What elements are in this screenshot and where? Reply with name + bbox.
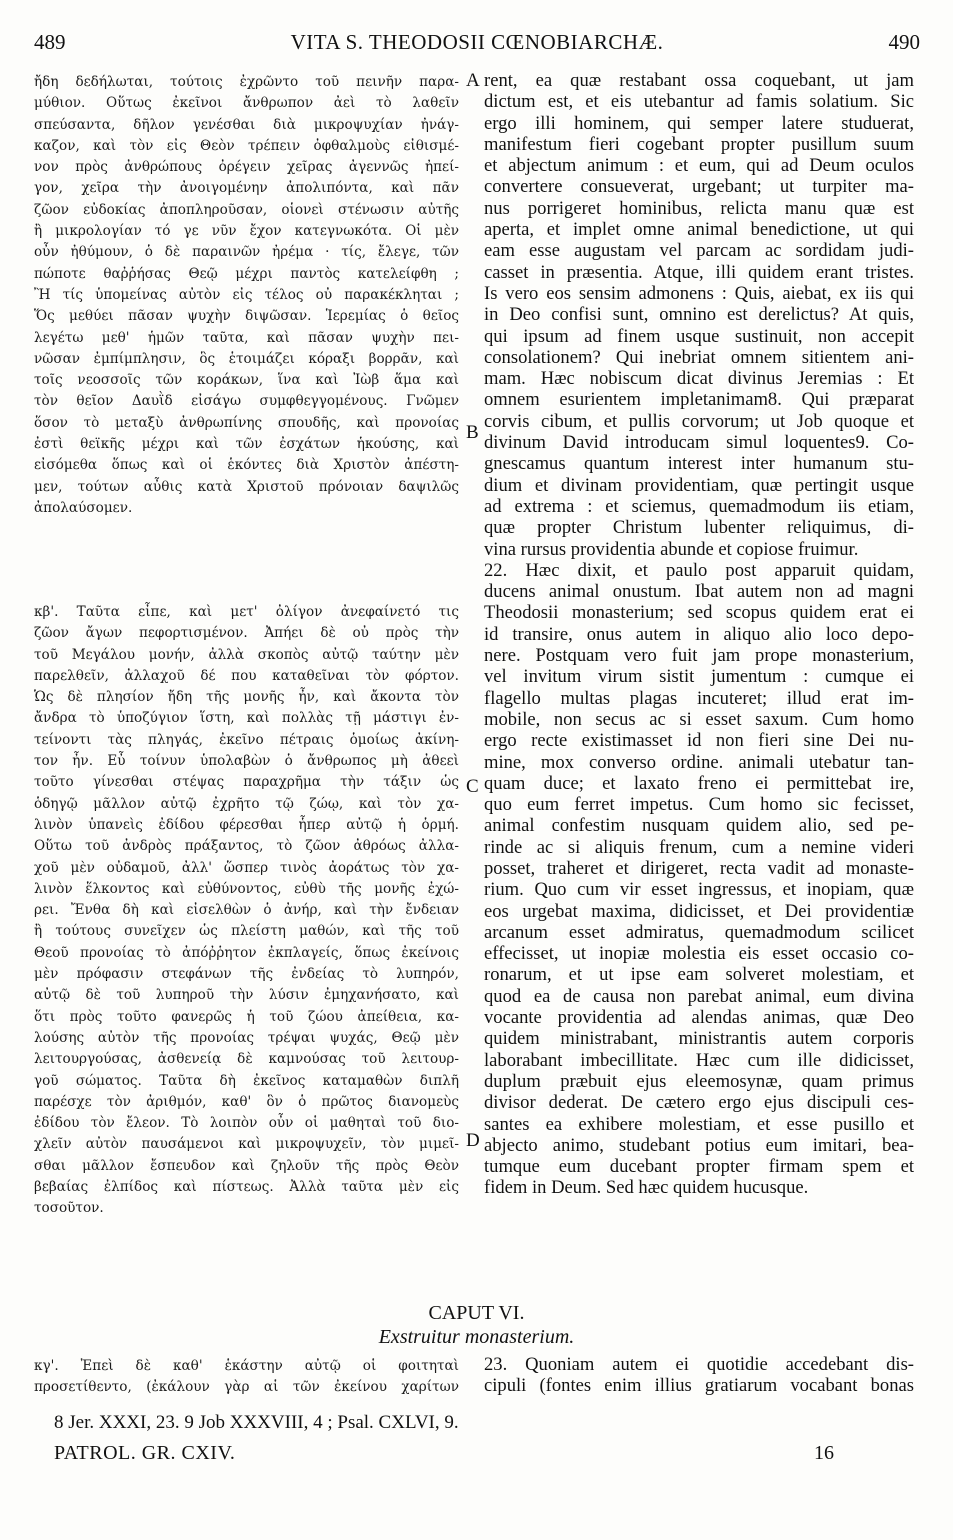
text-line: eos urgebat maxima, didicisset, et Dei providentiæ <box>484 900 914 922</box>
text-line: vel invitum virum sistit jumentum : cumque ei <box>484 666 914 688</box>
text-line: arcanum esset admiratus, quemadmodum scilicet <box>484 921 914 943</box>
text-line: χοῦ μὲν οὐδαμοῦ, ἀλλ' ὥσπερ τινὸς ἀοράτως τὸν χα- <box>34 859 459 876</box>
text-line: omnem esurientem impletanimam8. Qui præparat <box>484 389 914 411</box>
text-line: ἐδίδου τὸν ἔλεον. Τὸ λοιπὸν οὖν οἱ μαθηταὶ τοῦ διο- <box>34 1115 459 1132</box>
text-line: quæ propter Christum lubenter reliquimus, di- <box>484 517 914 539</box>
text-line: λούσης αὐτὸν τῆς προνοίας τρέψαι ψυχάς, Θεῷ μὲν <box>34 1029 459 1046</box>
text-line: νον πρὸς ἀνθρώπους ὀρέγειν χεῖρας ἀγεννῶς ἠπεί- <box>34 159 459 176</box>
text-line: τοσοῦτον. <box>34 1200 104 1217</box>
text-line: νῶσαν ἐμπίμπλησιν, ὃς ἑτοιμάζει κόραξι βορρᾶν, καὶ <box>34 350 459 367</box>
text-line: aperta, et implet omne animal benedictione, ut qui <box>484 219 914 241</box>
text-line: παρέσχε τὸν ἀριθμόν, καθ' ὃν ὁ πρῶτος διανομεὺς <box>34 1093 459 1110</box>
text-line: et abjectum animum : et eum, qui ad Deum oculos <box>484 155 914 177</box>
text-line: effecisset, ut inopiæ molestia eis esset occasio co- <box>484 943 914 965</box>
text-line: ducens animal onustum. Ibat autem non ad magni <box>484 581 914 603</box>
text-line: dium et divinam providentiam, quæ pertingit usque <box>484 474 914 496</box>
text-line: οὖν ἠθύμουν, ὁ δὲ παραινῶν ἠρέμα · τίς, ἔλεγε, τῶν <box>34 244 459 261</box>
signature-mark: PATROL. GR. CXIV. <box>54 1442 236 1464</box>
text-line: ἢ μικρολογίαν τό γε νῦν ἔχον κατεγνωκότα. Οἱ μὲν <box>34 223 459 240</box>
text-line: σπεύσαντα, δῆλον γενέσθαι διὰ μικροψυχίαν ἠνάγ- <box>34 116 459 133</box>
text-line: τοῦ Μεγάλου μονήν, ἀλλὰ σκοπὸς αὐτῷ ταύτην μὲν <box>34 646 459 663</box>
text-line: ergo recte existimasset id non fieri sine Dei nu- <box>484 730 914 752</box>
page-number-left: 489 <box>34 30 66 54</box>
text-line: τὸν θεῖον Δαυῒδ εἰσάγω συμφθεγγομένους. Γνῶμεν <box>34 393 459 410</box>
text-line: ἢ τούτους συνεῖχεν ὡς πλείστη μαθών, καὶ τῆς τοῦ <box>34 923 459 940</box>
text-line: quam duce; et laxato freno ei permittebat ire, <box>484 772 914 794</box>
text-line: flagello multas plagas incuteret; illud erat im- <box>484 687 914 709</box>
text-line: τείνοντι τὰς πληγάς, ἐκεῖνο πέτραις ὁμοίως ἀκίνη- <box>34 731 459 748</box>
text-line: ergo illi hominem, qui semper latere studuerat, <box>484 112 914 134</box>
text-line: corvis cibum, et pullis corvorum; ut Job quoque et <box>484 410 914 432</box>
text-line: quo eum ferret impetus. Cum homo sic fecisset, <box>484 794 914 816</box>
text-line: αὐτῷ δὲ τοῦ λυπηροῦ τὴν λύσιν ἐμηχανήσατο, καὶ <box>34 987 459 1004</box>
text-line: divisor dederat. De cætero ergo ejus discipuli ces- <box>484 1092 914 1114</box>
text-line: τοῦτο γίνεσθαι στέψας παραχρῆμα τὴν τάξιν ὡς <box>34 774 459 791</box>
text-line: rinde ac si aliquis frenum, cum a nemine videri <box>484 836 914 858</box>
greek-column-final <box>34 1356 459 1399</box>
greek-column-top <box>34 72 459 519</box>
text-line: κγ'. Ἐπεὶ δὲ καθ' ἑκάστην αὐτῷ οἱ φοιτηταὶ <box>34 1358 459 1374</box>
running-title: VITA S. THEODOSII CŒNOBIARCHÆ. <box>290 30 664 54</box>
text-line: consolationem? Qui inebriat omnem sitientem ani- <box>484 346 914 368</box>
text-line: μύθιον. Οὕτως ἐκεῖνοι ἄνθρωπον ἀεὶ τὸ λαθεῖν <box>34 95 459 112</box>
text-line: divinum David introducam simul loquentes9. Co- <box>484 432 914 454</box>
text-line: quod ea de causa non parebat animal, eum divina <box>484 985 914 1007</box>
text-line: cipuli (fontes enim illius gratiarum vocabant bonas <box>484 1375 914 1397</box>
text-line: vina rursus providentia abunde et copiose fruimur. <box>484 538 859 560</box>
text-line: duplum præbuit ejus eleemosynæ, quam primus <box>484 1070 914 1092</box>
text-line: πώποτε θαῤῥήσας Θεῷ μέχρι παντὸς κατελείφθη ; <box>34 265 459 282</box>
text-line: id transire, onus autem in aliquo alio loco depo- <box>484 623 914 645</box>
greek-column-bottom <box>34 602 459 1220</box>
text-line: καζον, καὶ τὸν εἰς Θεὸν τρέπειν ὀφθαλμοὺς εἰθισμέ- <box>34 137 459 154</box>
text-line: λινὸν ὑπανεὶς ἐδίδου φέρεσθαι ἧπερ αὐτῷ ἡ ὁρμή. <box>34 816 459 833</box>
text-line: Ἢ τίς ὑπομείνας αὐτὸν εἰς τέλος οὐ παρακέκληται ; <box>34 286 459 303</box>
text-line: vocante providentia ad alendas animas, quæ Deo <box>484 1007 914 1029</box>
text-line: παρελθεῖν, ἀλλαχοῦ δέ που καταθεῖναι τὸν φόρτον. <box>34 667 459 684</box>
margin-letter-a: A <box>466 70 480 91</box>
text-line: λινὸν ἕλκοντος καὶ εὐθύνοντος, εὐθὺ τῆς μονῆς ἐχώ- <box>34 880 459 897</box>
margin-letter-d: D <box>466 1130 480 1151</box>
margin-letter-b: B <box>466 422 479 443</box>
text-line: ἄνδρα τὸ ὑποζύγιον ἵστη, καὶ πολλὰς τῇ μάστιγι ἐν- <box>34 710 459 727</box>
text-line: abjecto animo, studebant potius eum imitari, bea- <box>484 1134 914 1156</box>
footnotes: 8 Jer. XXXI, 23. 9 Job XXXVIII, 4 ; Psal. CXLVI, 9. <box>54 1412 459 1433</box>
text-line: Ὡς δὲ πλησίον ἤδη τῆς μονῆς ἦν, καὶ ἄκοντα τὸν <box>34 689 459 706</box>
text-line: Theodosii monasterium; sed scopus quidem erat ei <box>484 602 914 624</box>
text-line: γοῦ σώματος. Ταῦτα δὴ ἐκεῖνος καταμαθὼν διπλῆ <box>34 1072 459 1089</box>
page-number-right: 490 <box>888 30 920 54</box>
text-line: in Deo confisi sunt, omnino est derelictus? At quis, <box>484 304 914 326</box>
text-line: casset in præsentia. Atque, illi quidem erant tristes. <box>484 261 914 283</box>
text-line: ζῶον ἄγων πεφορτισμένον. Ἀπήει δὲ οὐ πρὸς τὴν <box>34 625 459 642</box>
text-line: dictum est, et eis utebantur ad famis solatium. Sic <box>484 91 914 113</box>
text-line: ἀπολαύσομεν. <box>34 499 133 516</box>
text-line: μὲν πρόφασιν στεφάνων τῆς ἐνδείας τὸ λυπηρόν, <box>34 966 459 983</box>
text-line: Is vero eos sensim admonens : Quis, aiebat, ex iis qui <box>484 282 914 304</box>
text-line: προσετίθεντο, (ἐκάλουν γὰρ αἱ τῶν ἐκείνου χαρίτων <box>34 1379 459 1396</box>
text-line: nus porrigeret hominibus, relicta manu quæ est <box>484 197 914 219</box>
text-line: βεβαίας ἐλπίδος καὶ πίστεως. Ἀλλὰ ταῦτα μὲν εἰς <box>34 1179 459 1196</box>
text-line: rent, ea quæ restabant ossa coquebant, ut jam <box>484 70 914 91</box>
text-line: rium. Quo cum vir esset ingressus, et inopiam, quæ <box>484 879 914 901</box>
text-line: gnescamus quantum interest inter humanum stu- <box>484 453 914 475</box>
text-line: nere. Postquam vero fuit jam prope monasterium, <box>484 645 914 667</box>
text-line: santes ea exhibere molestiam, et esse pusillo et <box>484 1113 914 1135</box>
latin-column-final <box>484 1354 914 1397</box>
text-line: Ὅς μεθύει πᾶσαν ψυχὴν διψῶσαν. Ἱερεμίας ὁ θεῖος <box>34 308 459 325</box>
text-line: 23. Quoniam autem ei quotidie accedebant dis- <box>484 1354 914 1375</box>
text-line: convertere consueverat, urgebant; ut turpiter ma- <box>484 176 914 198</box>
text-line: fidem in Deum. Sed hæc quidem hucusque. <box>484 1177 809 1199</box>
text-line: ἐστὶ θεϊκῆς μέχρι καὶ τῶν ἐσχάτων ἡκούσης, καὶ <box>34 436 459 453</box>
margin-letter-c: C <box>466 776 479 797</box>
chapter-subtitle: Exstruitur monasterium. <box>378 1326 575 1348</box>
text-line: γον, χεῖρα τὴν ἀνοιγομένην ἀπολιπόντα, καὶ πᾶν <box>34 180 459 197</box>
text-line: mam. Hæc nobiscum dicat divinus Jeremias : Et <box>484 368 914 390</box>
text-line: χλεῖν αὐτὸν παυσάμενοι καὶ μικροψυχεῖν, τὸν μιμεῖ- <box>34 1136 459 1153</box>
chapter-title: CAPUT VI. <box>428 1302 525 1324</box>
running-header <box>34 30 920 60</box>
text-line: Οὕτω τοῦ ἀνδρὸς πράξαντος, τὸ ζῶον ἀθρόως ἀλλα- <box>34 838 459 855</box>
text-line: ἤδη δεδήλωται, τούτοις ἐχρῶντο τοῦ πεινῆν παρα- <box>34 74 459 90</box>
text-line: ronarum, et ut ipse eam solveret molestiam, et <box>484 964 914 986</box>
text-line: eam esse augustam vel parcam ac sordidam judi- <box>484 240 914 262</box>
text-line: tumque eum ducebant propter firmam spem et <box>484 1156 914 1178</box>
text-line: ὅτι πρὸς τοῦτο φανερῶς ἡ τοῦ ζώου ἀπείθεια, κα- <box>34 1008 459 1025</box>
text-line: τοῖς νεοσσοῖς τῶν κοράκων, ἵνα καὶ Ἰὼβ ἅμα καὶ <box>34 372 459 389</box>
text-line: σθαι μᾶλλον ἔσπευδον καὶ ζηλοῦν τῆς πρὸς Θεὸν <box>34 1157 459 1174</box>
text-line: ζῶον εὐδοκίας ἀποπληροῦσαν, οἱονεὶ στένωσιν αὐτῆς <box>34 201 459 218</box>
text-line: laborabant imbecillitate. Hæc cum ille didicisset, <box>484 1049 914 1071</box>
text-line: κβ'. Ταῦτα εἶπε, καὶ μετ' ὀλίγον ἀνεφαίνετό τις <box>34 604 459 620</box>
text-line: λειτουργούσας, ἀσθενείᾳ δὲ καμνούσας τοῦ λειτουρ- <box>34 1051 459 1068</box>
text-line: mine, mox converso ordine. animali utebatur tan- <box>484 751 914 773</box>
text-line: ὅσον τὸ μεταξὺ ἀνθρωπίνης σπουδῆς, καὶ προνοίας <box>34 414 459 431</box>
text-line: posset, traheret et dirigeret, recta vadit ad monaste- <box>484 857 914 879</box>
text-line: εἰσόμεθα ὅπως καὶ οἱ ἑκόντες διὰ Χριστὸν ἀπέστη- <box>34 457 459 474</box>
text-line: ρει. Ἔνθα δὴ καὶ εἰσελθὼν ὁ ἀνήρ, καὶ τὴν ἔνδειαν <box>34 902 459 919</box>
text-line: animal confestim nusquam quidem alio, sed pe- <box>484 815 914 837</box>
text-line: Θεοῦ προνοίας τὸ ἀπόῤῥητον ἐκπλαγείς, ὅπως ἐκείνοις <box>34 944 459 961</box>
latin-column <box>484 70 914 1199</box>
text-line: manifestum fieri cogebant propter pusillum suum <box>484 133 914 155</box>
text-line: τον ἦν. Εὖ τοίνυν ὑπολαβὼν ὁ ἄνθρωπος μὴ ἀθεεὶ <box>34 753 459 770</box>
text-line: μεν, τούτων αὖθις κατὰ Χριστοῦ πρόνοιαν δαψιλῶς <box>34 478 459 495</box>
text-line: λεγέτω μεθ' ἡμῶν ταῦτα, καὶ πᾶσαν ψυχὴν πει- <box>34 329 459 346</box>
text-line: ὁδηγῷ μᾶλλον αὐτῷ ἐχρῆτο τῷ ζώῳ, καὶ τὸν χα- <box>34 795 459 812</box>
signature-number: 16 <box>814 1442 834 1464</box>
text-line: 22. Hæc dixit, et paulo post apparuit quidam, <box>484 559 914 581</box>
text-line: quidem ministrabant, ministrantis autem corporis <box>484 1028 914 1050</box>
text-line: qui ipsum ad finem usque sustinuit, non accepit <box>484 325 914 347</box>
text-line: ad extrema : et sciemus, quemadmodum iis etiam, <box>484 495 914 517</box>
text-line: mobile, non secus ac si esset saxum. Cum homo <box>484 708 914 730</box>
